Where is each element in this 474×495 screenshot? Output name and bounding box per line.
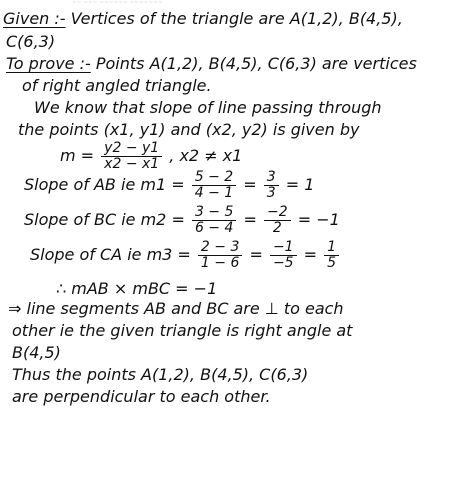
slope-ab-result: = 1: [285, 175, 315, 194]
slope-ab-num-1: 5 − 2: [192, 170, 236, 186]
conclusion-line-3: B(4,5): [12, 343, 61, 362]
given-text: Vertices of the triangle are A(1,2), B(4,5),: [70, 9, 403, 28]
slope-ab-den-1: 4 − 1: [194, 185, 234, 201]
conclusion-line-1: ⇒ line segments AB and BC are ⊥ to each: [8, 299, 344, 318]
slope-ab-fraction-2: [264, 170, 279, 201]
slope-ca-fraction-1: [198, 240, 242, 271]
slope-bc-num-1: 3 − 5: [192, 205, 236, 221]
given-label: Given :-: [3, 9, 66, 28]
slope-ca-num-3: 1: [324, 240, 339, 256]
slope-bc-fraction-2: [264, 205, 291, 236]
formula-condition: , x2 ≠ x1: [169, 146, 243, 165]
conclusion-line-2: other ie the given triangle is right angle at: [12, 321, 353, 340]
slope-ab-label: Slope of AB ie m1 =: [24, 175, 185, 194]
to-prove-line-2: of right angled triangle.: [22, 76, 212, 95]
slope-ab-den-2: 3: [266, 185, 276, 201]
slope-ca-label: Slope of CA ie m3 =: [30, 245, 191, 264]
slope-bc-result: = −1: [297, 210, 340, 229]
conclusion-line-5: are perpendicular to each other.: [12, 387, 271, 406]
slope-ca-line: Slope of CA ie m3 = $\frac{2 - 3}{1 - 6}$ = $\frac{-1}{-5}$ = $\frac{1}{5}$: [30, 240, 341, 271]
slope-bc-line: Slope of BC ie m2 = $\frac{3 - 5}{6 - 4}$ = $\frac{-2}{2}$ = −1: [24, 204, 340, 236]
product-line: ∴ mAB × mBC = −1: [56, 279, 218, 298]
given-line-2: C(6,3): [6, 32, 56, 51]
slope-formula: [60, 141, 242, 172]
slope-ca-fraction-2: [270, 240, 297, 271]
slope-ca-den-2: −5: [272, 255, 294, 271]
faint-header-mark: ~~ ~~~ ~~~~~~ ~~~~~~~: [72, 0, 163, 6]
slope-bc-den-1: 6 − 4: [194, 220, 234, 236]
slope-ca-fraction-3: [324, 240, 339, 271]
slope-bc-den-2: 2: [272, 220, 282, 236]
slope-intro-line-1: We know that slope of line passing through: [34, 98, 382, 117]
slope-intro-line-2: the points (x1, y1) and (x2, y2) is given by: [18, 120, 360, 139]
slope-ca-den-3: 5: [327, 255, 337, 271]
slope-ab-line: Slope of AB ie m1 = $\frac{5 - 2}{4 - 1}$ = $\frac{3}{3}$ = 1: [24, 169, 315, 201]
slope-ca-num-1: 2 − 3: [198, 240, 242, 256]
slope-ca-den-1: 1 − 6: [200, 255, 240, 271]
conclusion-line-4: Thus the points A(1,2), B(4,5), C(6,3): [12, 365, 309, 384]
to-prove-text: Points A(1,2), B(4,5), C(6,3) are vertices: [95, 54, 417, 73]
slope-bc-num-2: −2: [264, 205, 291, 221]
given-line: [3, 10, 403, 28]
formula-numerator: y2 − y1: [101, 141, 162, 157]
slope-ab-fraction-1: [192, 170, 236, 201]
formula-lhs: m =: [60, 146, 95, 165]
slope-ab-num-2: 3: [264, 170, 279, 186]
formula-denominator: x2 − x1: [104, 156, 160, 172]
slope-bc-label: Slope of BC ie m2 =: [24, 210, 185, 229]
slope-ca-num-2: −1: [270, 240, 297, 256]
formula-fraction: [101, 141, 162, 172]
to-prove-label: To prove :-: [6, 54, 91, 73]
slope-bc-fraction-1: [192, 205, 236, 236]
to-prove-line: [6, 55, 417, 73]
